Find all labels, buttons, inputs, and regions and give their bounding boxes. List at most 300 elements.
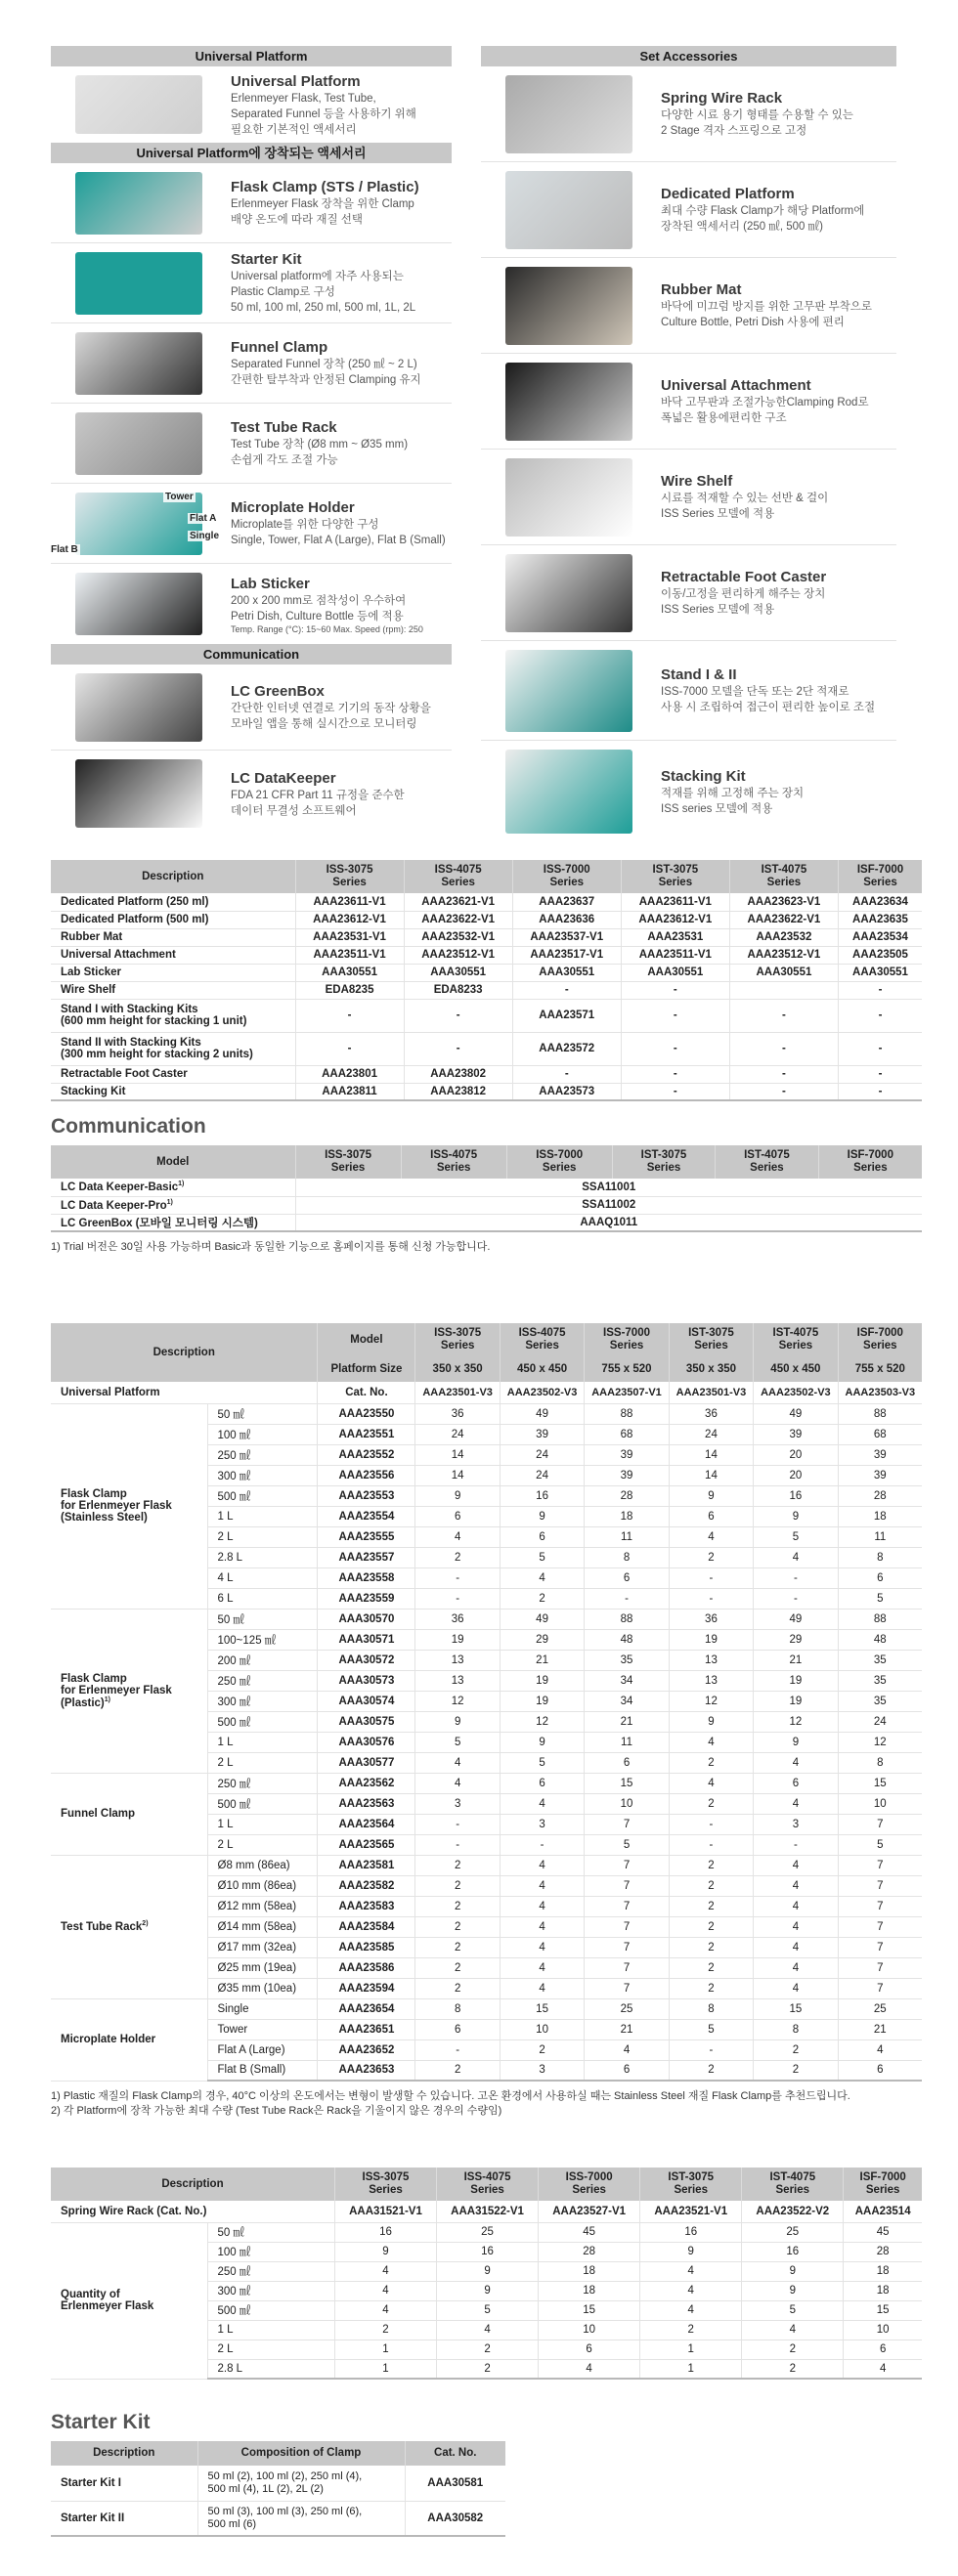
group-label [51, 1773, 207, 1855]
quantity: 9 [742, 2281, 844, 2300]
size: 300 ㎖ [207, 2281, 334, 2300]
series-name: IST-3075 [688, 1327, 734, 1339]
starter-kit-heading: Starter Kit [51, 2411, 151, 2433]
description-cell [51, 1065, 295, 1083]
quantity: 35 [838, 1670, 922, 1691]
quantity: 4 [415, 1752, 500, 1773]
series-name: ISS-3075 [326, 864, 373, 876]
cat-no: AAA23551 [318, 1424, 415, 1444]
quantity: 3 [500, 2060, 584, 2081]
group-label-line: Quantity of [61, 2289, 120, 2300]
column-header: Description [51, 2441, 197, 2466]
series-suffix: Series [778, 1340, 813, 1352]
attachment-title: Test Tube Rack [231, 419, 337, 436]
attachment-desc: Single, Tower, Flat A (Large), Flat B (Small) [231, 535, 446, 546]
table-row [51, 946, 922, 964]
quantity: 7 [838, 1957, 922, 1978]
quantity: 4 [500, 1567, 584, 1588]
cat-no: AAA23611-V1 [621, 893, 729, 911]
thumb-platform-plates-image [51, 66, 227, 143]
communication-item [51, 751, 452, 837]
quantity: 14 [415, 1444, 500, 1465]
series-suffix: Series [549, 877, 584, 888]
column-header: Cat. No. [405, 2441, 505, 2466]
quantity: 5 [742, 2300, 844, 2320]
quantity: 24 [500, 1444, 584, 1465]
cat-no: AAA23622-V1 [729, 911, 838, 928]
size: 250 ㎖ [207, 1773, 318, 1793]
table-row [51, 1214, 922, 1231]
cat-no: AAA23612-V1 [295, 911, 404, 928]
group-label [51, 1609, 207, 1773]
description: Lab Sticker [61, 966, 121, 978]
cat-no: AAA23594 [318, 1978, 415, 1998]
platform-compatibility-table [51, 1323, 922, 2082]
table-row [51, 1179, 922, 1196]
quantity: 5 [415, 1732, 500, 1752]
platform-plates-image [75, 75, 202, 134]
cat-no: AAA23531-V1 [295, 928, 404, 946]
group-label-line: Microplate Holder [61, 2034, 156, 2045]
size: 50 ㎖ [207, 2222, 334, 2242]
cat-no: AAA30573 [318, 1670, 415, 1691]
label-single: Single [190, 530, 220, 541]
quantity: 11 [838, 1526, 922, 1547]
size: 100 ㎖ [207, 1424, 318, 1444]
set-accessory-text [657, 472, 896, 522]
quantity: 2 [415, 1957, 500, 1978]
quantity: 6 [539, 2340, 640, 2359]
universal-platform-label: Universal Platform [51, 1382, 318, 1403]
quantity: 49 [500, 1403, 584, 1424]
quantity: 2 [669, 1896, 753, 1916]
quantity: 4 [754, 1916, 838, 1937]
quantity: 12 [500, 1711, 584, 1732]
description-detail: (300 mm height for stacking 2 units) [61, 1049, 253, 1060]
cat-no: AAA23622-V1 [404, 911, 512, 928]
series-header [844, 2168, 922, 2201]
attachment-item [51, 163, 452, 243]
quantity: 45 [844, 2222, 922, 2242]
quantity: 7 [585, 1896, 669, 1916]
communication-desc: 간단한 인터넷 연결로 기기의 동작 상황을 [231, 703, 431, 714]
quantity: 4 [754, 1957, 838, 1978]
quantity: 13 [415, 1670, 500, 1691]
series-header [716, 1145, 818, 1179]
cat-no: AAA23634 [838, 893, 922, 911]
cat-no: AAA23505 [838, 946, 922, 964]
series-suffix: Series [750, 1162, 784, 1174]
series-name: ISF-7000 [847, 1149, 893, 1161]
quantity: 2 [669, 1937, 753, 1957]
quantity: 6 [415, 2019, 500, 2039]
size: 1 L [207, 1814, 318, 1834]
quantity: 6 [669, 1506, 753, 1526]
quantity: - [415, 1588, 500, 1609]
description-header: Description [51, 860, 295, 893]
description-detail: (600 mm height for stacking 1 unit) [61, 1015, 247, 1027]
cat-no: AAA23555 [318, 1526, 415, 1547]
size: Ø35 mm (10ea) [207, 1978, 318, 1998]
size: Ø25 mm (19ea) [207, 1957, 318, 1978]
series-suffix: Series [863, 1340, 897, 1352]
series-name: IST-4075 [744, 1149, 790, 1161]
quantity: 10 [838, 1793, 922, 1814]
composition-line: 500 ml (4), 1L (2), 2L (2) [207, 2482, 324, 2495]
cat-no: AAA23651 [318, 2019, 415, 2039]
set-accessory-item [481, 741, 896, 842]
cat-no: AAA23584 [318, 1916, 415, 1937]
stand-image [505, 650, 632, 732]
cat-no: - [729, 1083, 838, 1100]
cat-no: AAA23554 [318, 1506, 415, 1526]
quantity: 18 [539, 2281, 640, 2300]
quantity: 4 [669, 1732, 753, 1752]
cat-no: AAA23532 [729, 928, 838, 946]
platform-size: 450 x 450 [754, 1356, 838, 1382]
set-accessory-title: Spring Wire Rack [661, 90, 783, 107]
quantity: - [754, 1834, 838, 1855]
quantity: 8 [585, 1547, 669, 1567]
cat-no: AAA23802 [404, 1065, 512, 1083]
quantity: 4 [838, 2039, 922, 2060]
series-name: ISS-4075 [463, 2171, 511, 2183]
set-accessory-desc: 장착된 액세서리 (250 ㎖, 500 ㎖) [661, 221, 823, 233]
group-label-line: for Erlenmeyer Flask [61, 1500, 172, 1512]
universal-platform-item [51, 66, 452, 143]
series-name: ISS-4075 [434, 864, 482, 876]
thumb-funnel-clamp-image [51, 323, 227, 404]
quantity: 4 [437, 2320, 539, 2340]
quantity: 7 [838, 1896, 922, 1916]
quantity: 2 [754, 2060, 838, 2081]
table-row [51, 1998, 922, 2019]
group-label-line: Test Tube Rack$^{2)}$ [61, 1920, 149, 1933]
series-suffix: Series [369, 2184, 403, 2196]
quantity: 28 [585, 1485, 669, 1506]
quantity: 49 [754, 1403, 838, 1424]
quantity: 9 [669, 1711, 753, 1732]
size: 2.8 L [207, 1547, 318, 1567]
quantity: 4 [334, 2300, 436, 2320]
quantity: 19 [500, 1670, 584, 1691]
quantity: 19 [669, 1629, 753, 1650]
quantity: 2 [415, 1916, 500, 1937]
set-accessory-title: Dedicated Platform [661, 186, 795, 202]
group-label-line: for Erlenmeyer Flask [61, 1684, 172, 1696]
quantity: 5 [585, 1834, 669, 1855]
cat-no: AAA23503-V3 [838, 1382, 922, 1403]
cat-no: AAA23581 [318, 1855, 415, 1875]
size: Ø8 mm (86ea) [207, 1855, 318, 1875]
quantity: 9 [415, 1711, 500, 1732]
size: 1 L [207, 1506, 318, 1526]
quantity: 68 [585, 1424, 669, 1444]
cat-no: AAA23550 [318, 1403, 415, 1424]
quantity: 36 [415, 1403, 500, 1424]
cat-no: AAA30571 [318, 1629, 415, 1650]
quantity: - [669, 1814, 753, 1834]
series-suffix: Series [542, 1162, 577, 1174]
set-accessory-title: Retractable Foot Caster [661, 569, 827, 585]
group-label-line: Flask Clamp [61, 1488, 127, 1500]
series-header [404, 860, 512, 893]
set-accessory-title: Wire Shelf [661, 473, 733, 490]
quantity: 6 [585, 2060, 669, 2081]
cat-no: AAA23611-V1 [295, 893, 404, 911]
description: Dedicated Platform (250 ml) [61, 895, 209, 908]
thumb-microplate-holder-image [51, 484, 227, 564]
quantity: 2 [742, 2359, 844, 2379]
series-header [512, 860, 621, 893]
set-accessory-desc: ISS series 모델에 적용 [661, 802, 773, 815]
cat-no: AAA23582 [318, 1875, 415, 1896]
quantity: 11 [585, 1732, 669, 1752]
group-label-line: Funnel Clamp [61, 1808, 136, 1820]
dedicated-platform-image [505, 171, 632, 249]
quantity: 6 [415, 1506, 500, 1526]
cat-no: AAA23562 [318, 1773, 415, 1793]
description-cell [51, 981, 295, 999]
series-name: ISS-7000 [565, 2171, 613, 2183]
quantity: 25 [742, 2222, 844, 2242]
quantity: 14 [415, 1465, 500, 1485]
quantity: 5 [500, 1547, 584, 1567]
quantity: 6 [844, 2340, 922, 2359]
cat-no: - [404, 1032, 512, 1065]
quantity: 4 [500, 1916, 584, 1937]
attachment-desc: Erlenmeyer Flask 장착을 위한 Clamp [231, 198, 414, 210]
size: 50 ㎖ [207, 1609, 318, 1629]
quantity: 2 [415, 1937, 500, 1957]
cat-no: AAA23512-V1 [729, 946, 838, 964]
cat-no: AAA23637 [512, 893, 621, 911]
quantity: 4 [539, 2359, 640, 2379]
cat-no: AAA23511-V1 [295, 946, 404, 964]
size: Ø12 mm (58ea) [207, 1896, 318, 1916]
cat-no: AAA23502-V3 [754, 1382, 838, 1403]
quantity: 12 [838, 1732, 922, 1752]
quantity: 4 [742, 2320, 844, 2340]
quantity: 2 [415, 1978, 500, 1998]
cat-no: - [621, 981, 729, 999]
quantity: 12 [415, 1691, 500, 1711]
spring-rack-label: Spring Wire Rack (Cat. No.) [51, 2201, 334, 2222]
description-cell [51, 1032, 295, 1065]
quantity: 4 [500, 1793, 584, 1814]
cat-no [729, 981, 838, 999]
quantity: 7 [585, 1916, 669, 1937]
size: Single [207, 1998, 318, 2019]
cat-no: AAA30572 [318, 1650, 415, 1670]
attachment-title: Lab Sticker [231, 575, 310, 592]
funnel-clamp-image [75, 332, 202, 395]
group-label [51, 1403, 207, 1609]
quantity: 5 [437, 2300, 539, 2320]
cat-no: - [295, 1032, 404, 1065]
cat-no: AAA30576 [318, 1732, 415, 1752]
universal-platform-row [51, 1382, 922, 1403]
set-accessory-desc: 바닥 고무판과 조절가능한Clamping Rod로 [661, 397, 869, 408]
quantity: 4 [754, 1875, 838, 1896]
platform-notes [51, 2089, 922, 2119]
left-column [51, 46, 452, 842]
cat-no: AAA23612-V1 [621, 911, 729, 928]
series-header [621, 860, 729, 893]
quantity: 2 [669, 1957, 753, 1978]
model-header: Model [51, 1145, 295, 1179]
quantity: 45 [539, 2222, 640, 2242]
attachment-text [227, 178, 452, 228]
quantity: 7 [585, 1814, 669, 1834]
series-header [612, 1145, 715, 1179]
series-suffix: Series [330, 1162, 366, 1174]
attachment-title: Microplate Holder [231, 499, 355, 516]
label-flat-b: Flat B [51, 543, 78, 555]
set-accessory-desc: 다양한 시료 용기 형태를 수용할 수 있는 [661, 109, 853, 121]
quantity: - [669, 1834, 753, 1855]
quantity: 4 [754, 1937, 838, 1957]
catno-row [51, 2201, 922, 2222]
cat-no: AAA23514 [844, 2201, 922, 2222]
quantity: 18 [838, 1506, 922, 1526]
description: Dedicated Platform (500 ml) [61, 914, 209, 925]
cat-no: AAA23572 [512, 1032, 621, 1065]
flask-clamp-image [75, 172, 202, 235]
cat-no: - [838, 1032, 922, 1065]
quantity: 2 [415, 1547, 500, 1567]
quantity: 16 [437, 2242, 539, 2261]
quantity: 39 [838, 1465, 922, 1485]
quantity: 39 [838, 1444, 922, 1465]
quantity: 2 [754, 2039, 838, 2060]
quantity: 7 [838, 1855, 922, 1875]
cat-no: AAA31521-V1 [334, 2201, 436, 2222]
kit-composition [197, 2501, 405, 2536]
size: 1 L [207, 1732, 318, 1752]
platform-size: 755 x 520 [585, 1356, 669, 1382]
note-line: 2) 각 Platform에 장착 가능한 최대 수량 (Test Tube Rack은 Rack을 기울이지 않은 경우의 수량임) [51, 2105, 502, 2117]
composition-line: 500 ml (6) [207, 2517, 257, 2530]
quantity: 25 [585, 1998, 669, 2019]
cat-no: AAA23537-V1 [512, 928, 621, 946]
quantity: 6 [754, 1773, 838, 1793]
quantity: 24 [500, 1465, 584, 1485]
size: 2 L [207, 2340, 334, 2359]
attachment-desc: Plastic Clamp로 구성 [231, 286, 335, 298]
description: Retractable Foot Caster [61, 1068, 188, 1080]
quantity: 25 [437, 2222, 539, 2242]
description-cell [51, 1083, 295, 1100]
quantity: 9 [640, 2242, 742, 2261]
quantity: 24 [415, 1424, 500, 1444]
size: 200 ㎖ [207, 1650, 318, 1670]
quantity: 34 [585, 1670, 669, 1691]
table-row [51, 1083, 922, 1100]
quantity: 9 [500, 1506, 584, 1526]
set-accessory-desc: 이동/고정을 편리하게 해주는 장치 [661, 588, 826, 600]
table-row [51, 2466, 505, 2501]
quantity: 20 [754, 1465, 838, 1485]
quantity: 9 [500, 1732, 584, 1752]
set-accessory-desc: ISS Series 모델에 적용 [661, 604, 775, 616]
communication-table [51, 1145, 922, 1232]
quantity: 4 [640, 2300, 742, 2320]
attachment-text [227, 575, 452, 634]
cat-no: - [838, 1065, 922, 1083]
communication-desc: FDA 21 CFR Part 11 규정을 준수한 [231, 789, 405, 801]
size: 1 L [207, 2320, 334, 2340]
description-header: Description [51, 2168, 334, 2201]
quantity: 19 [754, 1691, 838, 1711]
thumb-lab-sticker-image [51, 564, 227, 644]
table-row [51, 2222, 922, 2242]
cat-no: - [729, 1032, 838, 1065]
quantity: - [415, 2039, 500, 2060]
cat-no: AAA23501-V3 [415, 1382, 500, 1403]
quantity: 4 [585, 2039, 669, 2060]
quantity: 13 [669, 1650, 753, 1670]
cat-no: AAA23532-V1 [404, 928, 512, 946]
cat-no: AAA23507-V1 [585, 1382, 669, 1403]
cat-no: AAA23531 [621, 928, 729, 946]
set-accessory-desc: 적재를 위해 고정해 주는 장치 [661, 787, 805, 799]
quantity: 15 [754, 1998, 838, 2019]
thumb-universal-attachment-image [481, 354, 657, 450]
size: 500 ㎖ [207, 1793, 318, 1814]
set-accessory-text [657, 767, 896, 817]
cat-no: AAA31522-V1 [437, 2201, 539, 2222]
quantity: 9 [437, 2261, 539, 2281]
set-accessories-table [51, 860, 922, 1101]
attachment-text [227, 418, 452, 468]
quantity: 2 [669, 1547, 753, 1567]
cat-no: AAA30575 [318, 1711, 415, 1732]
quantity: 4 [754, 1793, 838, 1814]
quantity: 14 [669, 1444, 753, 1465]
communication-note: 1) Trial 버전은 30일 사용 가능하며 Basic과 동일한 기능으로 홈페이지를 통해 신청 가능합니다. [51, 1241, 491, 1253]
kit-name: Starter Kit I [51, 2466, 197, 2501]
quantity: 18 [539, 2261, 640, 2281]
series-suffix: Series [441, 877, 475, 888]
accessory-overview [51, 46, 922, 842]
cat-no: AAA23573 [512, 1083, 621, 1100]
size: 4 L [207, 1567, 318, 1588]
header-row [51, 1145, 922, 1179]
series-suffix: Series [332, 877, 367, 888]
series-suffix: Series [572, 2184, 606, 2196]
kit-name: Starter Kit II [51, 2501, 197, 2536]
cat-no: AAA23636 [512, 911, 621, 928]
table-row [51, 928, 922, 946]
quantity: 9 [334, 2242, 436, 2261]
quantity: 2 [640, 2320, 742, 2340]
quantity: 2 [415, 1896, 500, 1916]
quantity: 4 [500, 1896, 584, 1916]
series-header [401, 1145, 506, 1179]
quantity: 9 [437, 2281, 539, 2300]
quantity: 68 [838, 1424, 922, 1444]
quantity: 2 [669, 1978, 753, 1998]
label-tower: Tower [165, 491, 194, 502]
series-name: IST-4075 [761, 864, 807, 876]
thumb-dedicated-platform-image [481, 162, 657, 258]
thumb-starter-kit-image [51, 243, 227, 323]
quantity: 4 [754, 1547, 838, 1567]
series-header [838, 1323, 922, 1356]
universal-platform-text [227, 72, 452, 138]
communication-title: LC DataKeeper [231, 769, 336, 787]
